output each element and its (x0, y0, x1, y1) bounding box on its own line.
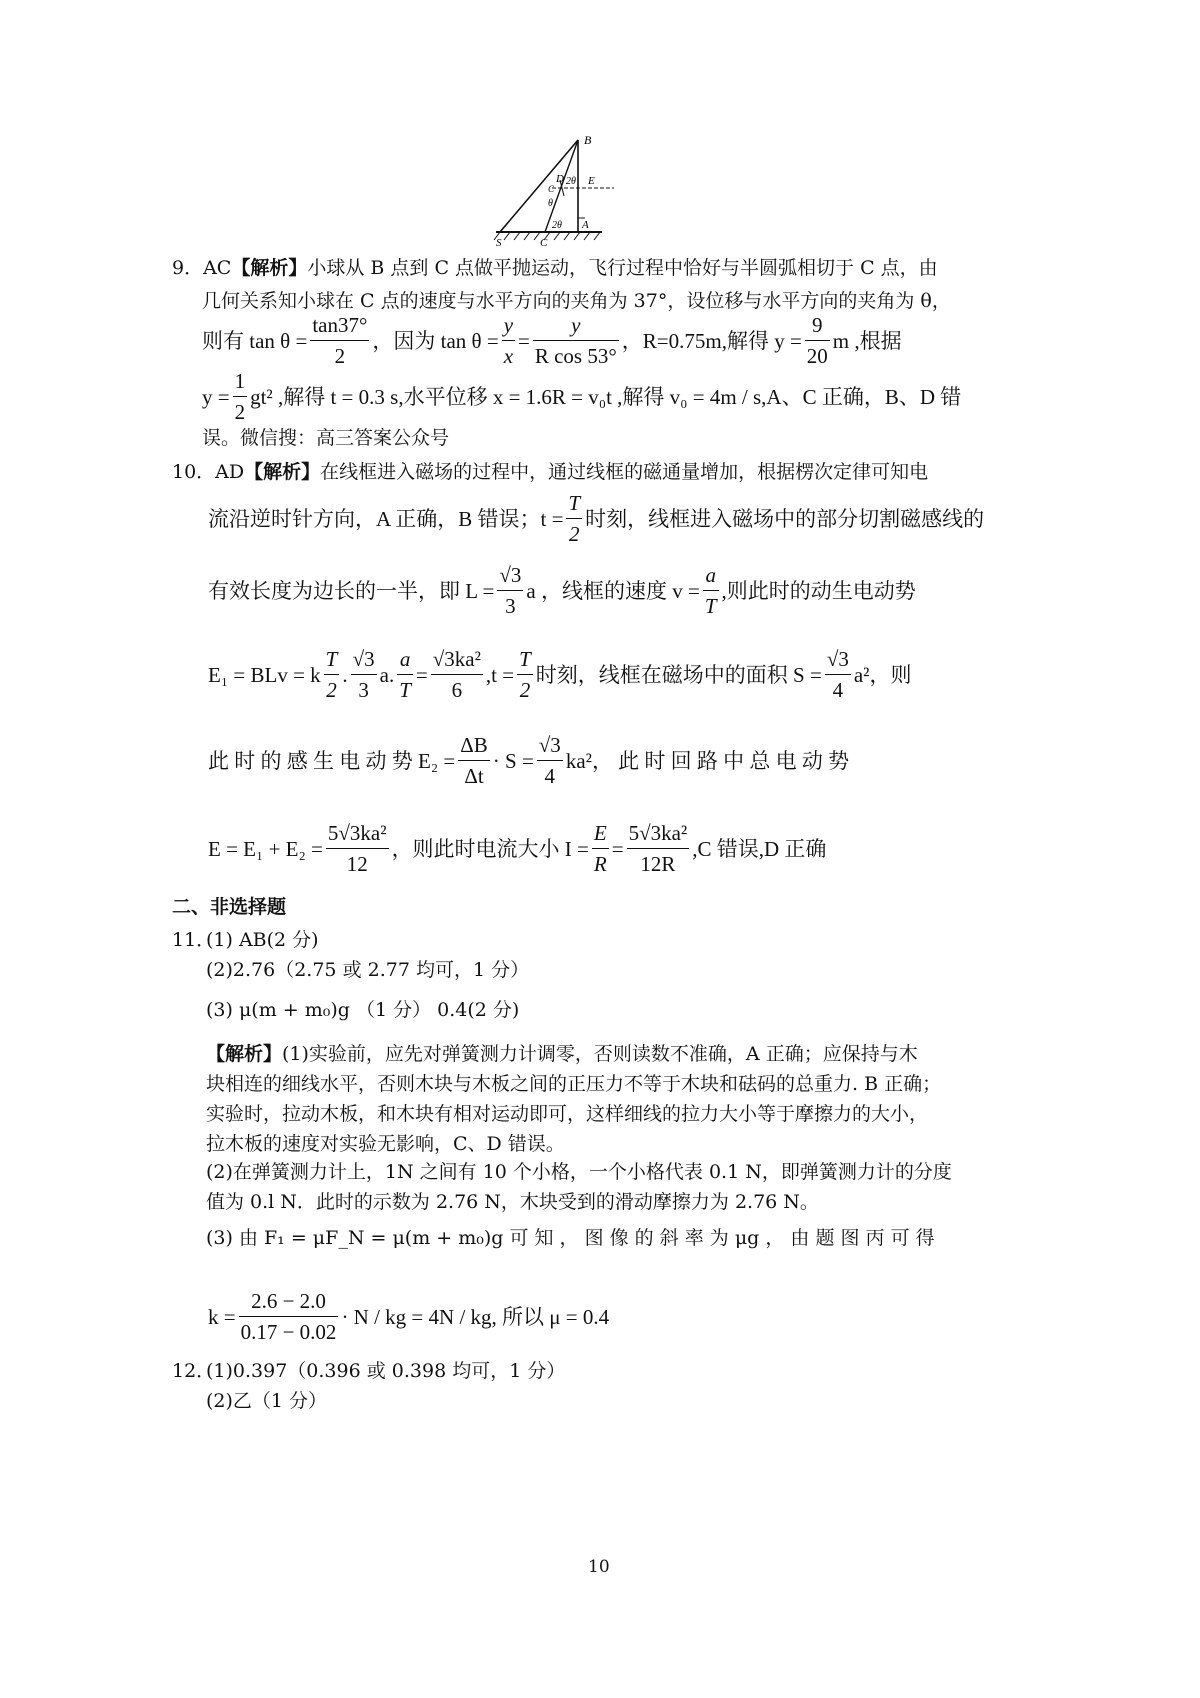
frac-num: T (566, 488, 582, 519)
q10-line2 (208, 488, 984, 549)
frac-num: y (502, 310, 515, 341)
q11-explain4: 拉木板的速度对实验无影响，C、D 错误。 (206, 1133, 565, 1155)
frac-den: T (704, 594, 717, 618)
frac-num: 2.6 − 2.0 (239, 1286, 339, 1317)
frac-num: √3 (825, 644, 851, 675)
frac-den: 4 (544, 764, 556, 788)
q9-p6: y = (202, 384, 230, 409)
q10-line6 (208, 818, 826, 879)
q11-x1: (1)实验前，应先对弹簧测力计调零，否则读数不准确，A 正确；应保持与木 (282, 1043, 918, 1065)
q10-e1-a: E₁ = BLv = k (208, 662, 321, 687)
q11-explain3: 实验时，拉动木板，和木块有相对运动即可，这样细线的拉力大小等于摩擦力的大小， (206, 1103, 929, 1125)
q12-answer2: (2)乙（1 分） (206, 1390, 328, 1412)
frac-num: 9 (805, 310, 830, 341)
frac-den: 12 (346, 852, 368, 876)
frac-num: E (592, 818, 609, 849)
frac-den: 2 (234, 400, 246, 424)
frac-den: 0.17 − 0.02 (240, 1320, 337, 1344)
frac-den: 2 (519, 678, 531, 702)
q10-e1-e: 时刻，线框在磁场中的面积 S = (535, 662, 822, 687)
q10-e3-c: = (611, 836, 624, 861)
q10-e2-b: E₂ = (418, 748, 456, 773)
q9-line1 (172, 254, 938, 282)
q10-e1-g: a²，则 (853, 662, 912, 687)
q9-prefix: 9．AC (172, 257, 232, 279)
q10-p3: 有效长度为边长的一半，即 L = (208, 578, 495, 603)
q10-e3-frac3 (627, 818, 690, 879)
q10-e2-frac2 (537, 730, 563, 791)
frac-den: Δt (464, 764, 484, 788)
q10-line1 (172, 458, 928, 486)
frac-den: T (399, 678, 411, 702)
q9-text1: 小球从 B 点到 C 点做平抛运动，飞行过程中恰好与半圆弧相切于 C 点，由 (307, 257, 938, 279)
q11-answer2: (2)2.76（2.75 或 2.77 均可，1 分） (206, 959, 530, 981)
frac-den: 12R (640, 852, 676, 876)
frac-den: 20 (806, 344, 828, 368)
q9-p4: ，R=0.75m,解得 y = (621, 328, 802, 353)
frac-den: 3 (505, 594, 516, 618)
frac-num: 1 (233, 366, 248, 397)
frac-num: y (533, 310, 619, 341)
geometry-figure (490, 130, 630, 250)
label-2theta-bottom: 2θ (552, 220, 562, 231)
q10-tag: 【解析】 (244, 461, 321, 483)
q11-answer3: (3) μ(m + m₀)g （1 分） 0.4(2 分) (206, 999, 520, 1021)
q10-text1: 在线框进入磁场的过程中，通过线框的磁通量增加，根据楞次定律可知电 (320, 461, 929, 483)
frac-den: R cos 53° (534, 344, 617, 368)
q9-p3: = (518, 328, 530, 353)
q11-explain1 (206, 1040, 918, 1068)
q10-p2: 时刻，线框进入磁场中的部分切割磁感线的 (585, 506, 985, 531)
q11-answer1: (1) AB(2 分) (206, 929, 319, 951)
q10-e3-frac1 (326, 818, 389, 879)
frac-num: a (703, 560, 719, 591)
q11-k-frac (239, 1286, 339, 1347)
frac-num: √3ka² (431, 644, 483, 675)
q10-prefix: 10．AD (172, 461, 245, 483)
q10-e1-frac5 (517, 644, 533, 705)
q11-tag: 【解析】 (206, 1043, 283, 1065)
label-c-top: C (548, 184, 555, 194)
q10-line5 (208, 730, 943, 791)
q10-frac1 (566, 488, 582, 549)
q9-p5: m ,根据 (832, 328, 902, 353)
label-s: S (496, 237, 502, 249)
q10-p1b: t = (540, 506, 564, 531)
q10-frac3 (703, 560, 719, 621)
q11-k-a: k = (208, 1304, 236, 1329)
q11-prefix: 11． (172, 929, 216, 951)
q10-e1-frac1 (324, 644, 340, 705)
q9-frac5 (233, 366, 248, 427)
q10-e3-d: ,C 错误,D 正确 (692, 836, 827, 861)
q11-explain6: 值为 0.l N．此时的示数为 2.76 N，木块受到的滑动摩擦力为 2.76 N。 (206, 1191, 819, 1213)
q10-e2-c: · S = (492, 748, 534, 773)
frac-num: a (397, 644, 413, 675)
q10-e1-frac4 (431, 644, 483, 705)
q9-tag: 【解析】 (231, 257, 308, 279)
q9-p7: gt² ,解得 t = 0.3 s,水平位移 x = 1.6R = v₀t ,解得 v₀ = 4m / s,A、C 正确，B、D 错 (250, 384, 962, 409)
q12-answer1: (1)0.397（0.396 或 0.398 均可，1 分） (206, 1360, 566, 1382)
q9-p1: 则有 tan θ = (202, 328, 308, 353)
q9-frac2 (502, 310, 515, 371)
frac-den: 3 (358, 678, 369, 702)
frac-num: √3 (351, 644, 377, 675)
q10-line4: E₁ = BLv = k $\frac{T}{2}$ . $\frac{√3}{3}$ a. $\frac{a}{T}$ = $\frac{\text{√3ka²}}{6}$ ,t = $\frac{T}{2}$ 时刻，线框在磁场中的面积 S = $\frac{√3}{4}$ a²，则 (208, 644, 911, 705)
frac-den: 2 (569, 522, 580, 546)
q10-e2-d: ka² (565, 748, 592, 773)
page-number: 10 (588, 1557, 610, 1577)
q10-e1-frac3 (397, 644, 413, 705)
q10-e2-e: ， 此 时 回 路 中 总 电 动 势 (591, 748, 850, 773)
frac-den: 6 (451, 678, 463, 702)
label-c-bottom: C (540, 237, 548, 249)
q10-line3 (208, 560, 916, 621)
q10-e3-a: E = E₁ + E₂ = (208, 836, 323, 861)
q10-e1-frac6 (825, 644, 851, 705)
frac-num: 5√3ka² (326, 818, 389, 849)
frac-num: 5√3ka² (627, 818, 690, 849)
q9-frac4 (805, 310, 830, 371)
q10-e1-b: a. (379, 662, 395, 687)
label-a: A (582, 219, 589, 231)
label-b: B (584, 133, 592, 147)
q9-line5: 误。微信搜：高三答案公众号 (202, 427, 450, 449)
q10-e1-d: ,t = (485, 662, 515, 687)
frac-den: x (503, 344, 514, 368)
frac-num: √3 (497, 560, 523, 591)
frac-num: T (517, 644, 533, 675)
q10-e3-b: ，则此时电流大小 I = (391, 836, 589, 861)
label-theta: θ (548, 198, 553, 209)
frac-num: T (324, 644, 340, 675)
label-e: E (588, 175, 595, 187)
q10-e1-c: = (415, 662, 428, 687)
q11-explain2: 块相连的细线水平，否则木块与木板之间的正压力不等于木块和砝码的总重力. B 正确； (206, 1073, 942, 1095)
q10-e1-frac2 (351, 644, 377, 705)
frac-den: 4 (832, 678, 844, 702)
q10-frac2 (497, 560, 523, 621)
q10-e3-frac2 (592, 818, 609, 879)
frac-den: 2 (326, 678, 337, 702)
q10-p5: ,则此时的动生电动势 (721, 578, 916, 603)
q12-prefix: 12． (172, 1360, 216, 1382)
frac-den: 2 (334, 344, 346, 368)
q10-e2-frac1 (458, 730, 490, 791)
q9-frac1 (310, 310, 369, 371)
q11-explain7: (3) 由 F₁ = μF_N = μ(m + m₀)g 可 知 ， 图 像 的 斜 率 为 μg ， 由 题 图 丙 可 得 (206, 1227, 935, 1249)
frac-den: R (593, 852, 607, 876)
frac-num: tan37° (310, 310, 369, 341)
frac-num: √3 (537, 730, 563, 761)
q11-k-b: · N / kg = 4N / kg, 所以 μ = 0.4 (341, 1304, 610, 1329)
label-d: D (556, 173, 564, 185)
q9-frac3 (533, 310, 619, 371)
q10-p4: a ，线框的速度 v = (526, 578, 700, 603)
q9-line3 (202, 310, 902, 371)
label-2theta-top: 2θ (566, 176, 576, 187)
q9-line2: 几何关系知小球在 C 点的速度与水平方向的夹角为 37°，设位移与水平方向的夹角为 θ， (202, 290, 951, 312)
q10-e2-a: 此 时 的 感 生 电 动 势 (208, 748, 413, 773)
section-heading: 二、非选择题 (172, 896, 287, 918)
q9-line4 (202, 366, 961, 427)
q11-explain5: (2)在弹簧测力计上，1N 之间有 10 个小格，一个小格代表 0.1 N，即弹簧测力计的分度 (206, 1161, 952, 1183)
q10-p1: 流沿逆时针方向，A 正确，B 错误； (208, 506, 541, 531)
frac-num: ΔB (458, 730, 490, 761)
q9-p2: ，因为 tan θ = (372, 328, 499, 353)
q11-slope-line (208, 1286, 609, 1347)
